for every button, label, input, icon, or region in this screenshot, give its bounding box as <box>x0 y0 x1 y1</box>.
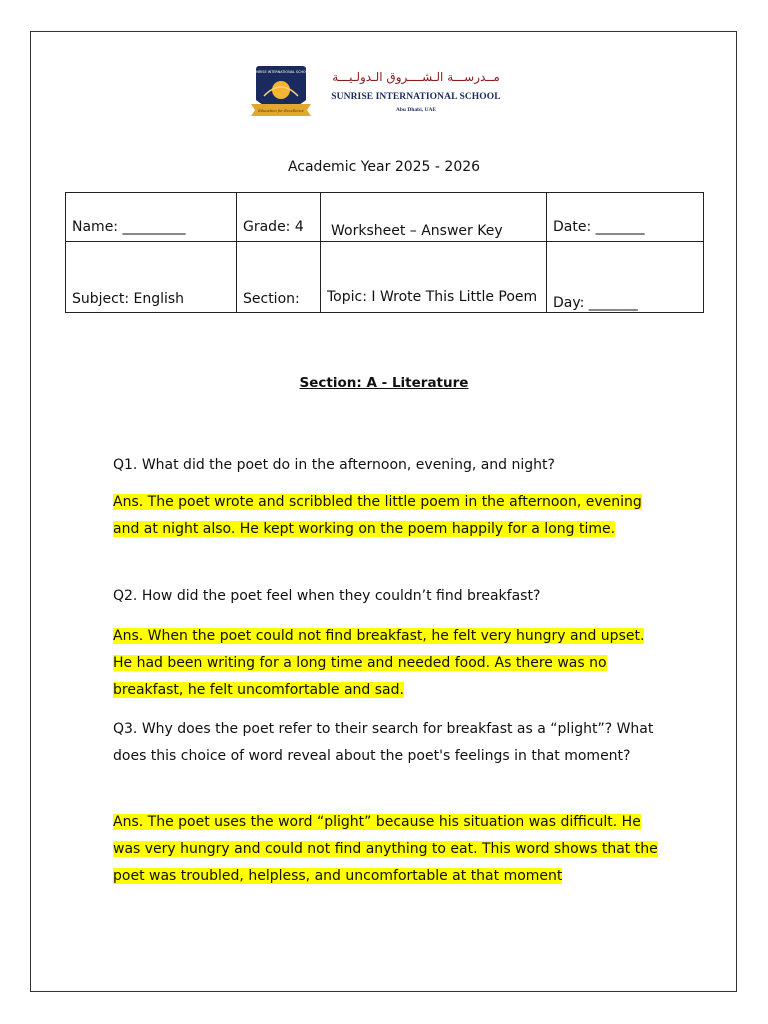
answer-3 <box>113 809 658 890</box>
svg-text:SUNRISE INTERNATIONAL SCHOOL: SUNRISE INTERNATIONAL SCHOOL <box>251 70 311 74</box>
answer-1-text: Ans. The poet wrote and scribbled the little poem in the afternoon, evening and at night also. He kept working on the poem happily for a long time. <box>113 494 642 537</box>
svg-text:Education for Excellence: Education for Excellence <box>258 109 304 113</box>
student-info-table <box>65 192 704 313</box>
day-field: Day: _______ <box>547 242 704 313</box>
question-3: Q3. Why does the poet refer to their search for breakfast as a “plight”? What does this choice of word reveal about the poet's feelings in that moment? <box>113 721 654 764</box>
school-name-arabic: مــدرســـة الـشــــروق الـدولـيـــة <box>332 70 500 84</box>
question-1: Q1. What did the poet do in the afternoon, evening, and night? <box>113 457 555 473</box>
school-location: Abu Dhabi, UAE <box>395 107 437 113</box>
topic-field: Topic: I Wrote This Little Poem <box>321 242 547 313</box>
section-field: Section: <box>237 242 321 313</box>
name-field: Name: _________ <box>66 193 237 242</box>
academic-year: Academic Year 2025 - 2026 <box>287 159 481 175</box>
subject-field: Subject: English <box>66 242 237 313</box>
answer-2 <box>113 623 658 704</box>
date-field: Date: _______ <box>547 193 704 242</box>
question-2: Q2. How did the poet feel when they couldn’t find breakfast? <box>113 588 541 604</box>
section-title: Section: A - Literature <box>299 375 469 391</box>
info-table-row <box>66 242 704 313</box>
answer-2-text: Ans. When the poet could not find breakfast, he felt very hungry and upset. He had been writing for a long time and needed food. As there was no breakfast, he felt uncomfortable and sad. <box>113 628 645 698</box>
answer-1 <box>113 489 658 543</box>
worksheet-type: Worksheet – Answer Key <box>321 193 547 242</box>
answer-3-text: Ans. The poet uses the word “plight” because his situation was difficult. He was very hungry and could not find anything to eat. This word shows that the poet was troubled, helpless, and uncomfortable at that moment <box>113 814 658 884</box>
info-table-row <box>66 193 704 242</box>
school-logo <box>250 64 312 122</box>
grade-field: Grade: 4 <box>237 193 321 242</box>
school-name-english: SUNRISE INTERNATIONAL SCHOOL <box>331 92 501 102</box>
